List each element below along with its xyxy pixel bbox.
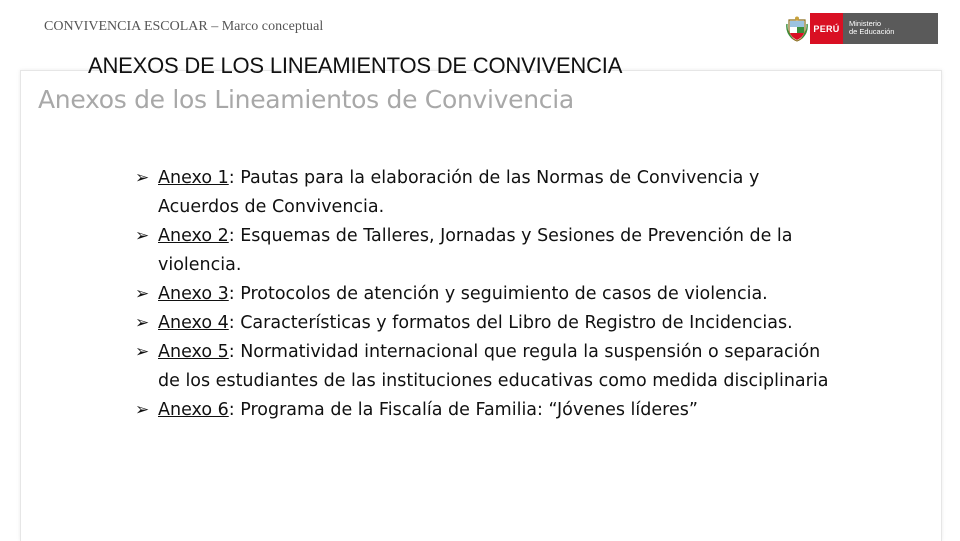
header-breadcrumb <box>44 19 323 35</box>
annex-label: Anexo 2 <box>158 226 229 246</box>
annex-label: Anexo 1 <box>158 168 229 188</box>
arrow-bullet-icon: ➢ <box>135 313 150 333</box>
peru-label: PERÚ <box>810 13 843 44</box>
annex-label: Anexo 4 <box>158 313 229 333</box>
ministry-line-2: de Educación <box>849 27 895 36</box>
coat-of-arms-icon <box>784 13 810 44</box>
arrow-bullet-icon: ➢ <box>135 168 150 188</box>
annex-list <box>135 164 845 425</box>
annex-label: Anexo 5 <box>158 342 229 362</box>
page-title: ANEXOS DE LOS LINEAMIENTOS DE CONVIVENCIA <box>88 53 623 78</box>
annex-text: : Características y formatos del Libro de Registro de Incidencias. <box>228 313 793 333</box>
list-item <box>135 222 845 280</box>
annex-text: : Pautas para la elaboración de las Normas de Convivencia y Acuerdos de Convivencia. <box>158 168 760 217</box>
header-suffix: conceptual <box>261 19 324 34</box>
ministry-label <box>843 13 938 44</box>
list-item <box>135 396 845 425</box>
arrow-bullet-icon: ➢ <box>135 400 150 420</box>
annex-label: Anexo 6 <box>158 400 229 420</box>
slide-subtitle: Anexos de los Lineamientos de Convivencia <box>38 85 574 114</box>
list-item <box>135 280 845 309</box>
arrow-bullet-icon: ➢ <box>135 342 150 362</box>
arrow-bullet-icon: ➢ <box>135 284 150 304</box>
list-item <box>135 309 845 338</box>
list-item <box>135 164 845 222</box>
annex-text: : Normatividad internacional que regula la suspensión o separación de los estudiantes de las instituciones educativas como medida disciplinaria <box>158 342 829 391</box>
arrow-bullet-icon: ➢ <box>135 226 150 246</box>
annex-text: : Protocolos de atención y seguimiento de casos de violencia. <box>228 284 768 304</box>
annex-label: Anexo 3 <box>158 284 229 304</box>
annex-text: : Esquemas de Talleres, Jornadas y Sesiones de Prevención de la violencia. <box>158 226 793 275</box>
ministry-logo <box>784 13 938 44</box>
list-item <box>135 338 845 396</box>
ministry-line-1: Ministerio <box>849 19 882 28</box>
header-prefix: CONVIVENCIA ESCOLAR – Marco <box>44 19 259 34</box>
annex-text: : Programa de la Fiscalía de Familia: “Jóvenes líderes” <box>228 400 698 420</box>
